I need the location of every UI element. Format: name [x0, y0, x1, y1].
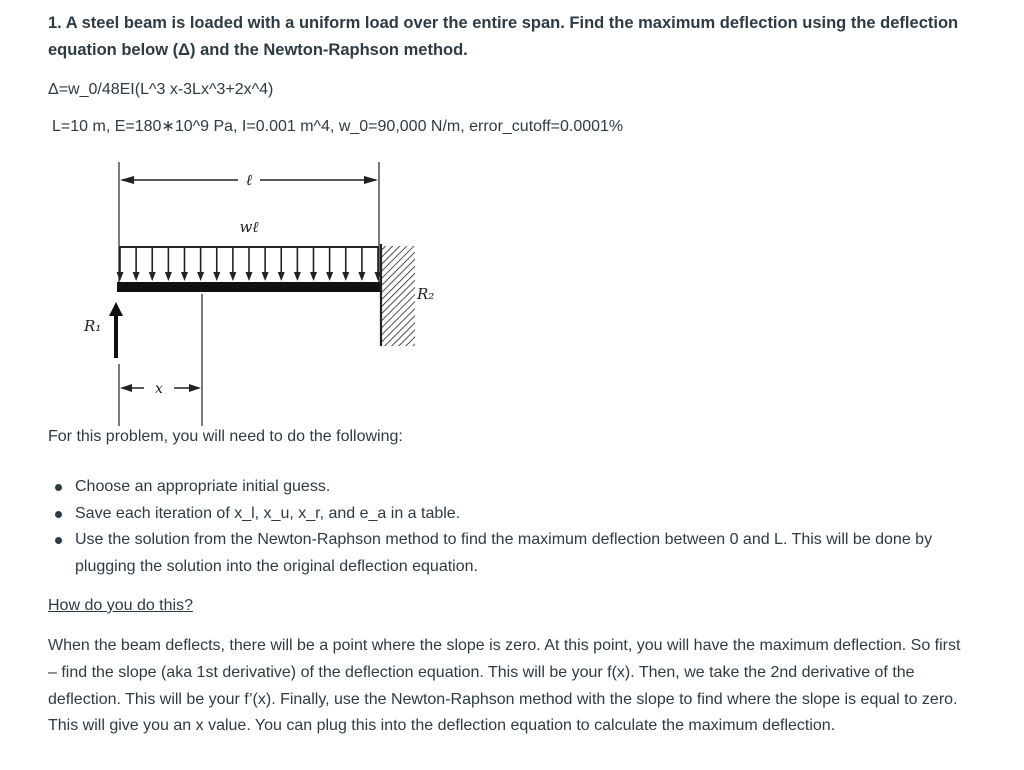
load-arrow-head: [229, 272, 236, 281]
left-reaction-label: R₁: [84, 317, 102, 335]
load-arrow-head: [181, 272, 188, 281]
load-arrow-head: [358, 272, 365, 281]
load-arrow-head: [133, 272, 140, 281]
load-arrow-head: [213, 272, 220, 281]
beam: [117, 282, 381, 292]
explanation-text: When the beam deflects, there will be a point where the slope is zero. At this point, you will have the maximum deflection. So first – find the slope (aka 1st derivative) of the deflection equation. This will be your f(x). Then, we take the 2nd derivative of the deflection. This will be your f’(x). Finally, use the Newton-Raphson method with the slope to find where the slope is equal to zero. This will give you an x value. You can plug this into the deflection equation to calculate the maximum deflection.: [48, 637, 961, 735]
list-item: Save each iteration of x_l, x_u, x_r, and e_a in a table.: [75, 501, 990, 528]
load-arrow-head: [197, 272, 204, 281]
load-arrow-head: [326, 272, 333, 281]
load-arrow-head: [310, 272, 317, 281]
load-arrow-head: [342, 272, 349, 281]
load-arrow-head: [278, 272, 285, 281]
list-item: Use the solution from the Newton-Raphson method to find the maximum deflection between 0 and L. This will be done by plugging the solution into the original deflection equation.: [75, 527, 990, 580]
span-label: ℓ: [245, 171, 253, 189]
load-arrow-head: [165, 272, 172, 281]
load-arrow-head: [117, 272, 124, 281]
left-reaction-arrow: [109, 302, 123, 358]
position-label: x: [155, 381, 163, 397]
load-arrow-head: [262, 272, 269, 281]
beam-diagram: [70, 158, 460, 430]
how-to-link[interactable]: How do you do this?: [48, 597, 193, 614]
instructions-intro: For this problem, you will need to do the following:: [48, 428, 403, 445]
load-arrow-head: [294, 272, 301, 281]
load-label: wℓ: [239, 218, 259, 236]
distributed-load-arrows: [117, 247, 382, 281]
right-reaction-label: R₂: [417, 285, 435, 303]
load-arrow-head: [246, 272, 253, 281]
load-arrow-head: [149, 272, 156, 281]
problem-title: 1. A steel beam is loaded with a uniform load over the entire span. Find the maximum deflection using the deflection equation below (Δ) and the Newton-Raphson method.: [48, 14, 959, 59]
list-item: Choose an appropriate initial guess.: [75, 474, 990, 501]
fixed-wall-support: [381, 244, 415, 346]
task-list: [48, 474, 990, 580]
deflection-equation: Δ=w_0/48EI(L^3 x-3Lx^3+2x^4): [48, 81, 274, 98]
problem-content: [48, 10, 988, 138]
problem-parameters: L=10 m, E=180∗10^9 Pa, I=0.001 m^4, w_0=90,000 N/m, error_cutoff=0.0001%: [52, 118, 624, 135]
position-dimension: [119, 294, 202, 426]
